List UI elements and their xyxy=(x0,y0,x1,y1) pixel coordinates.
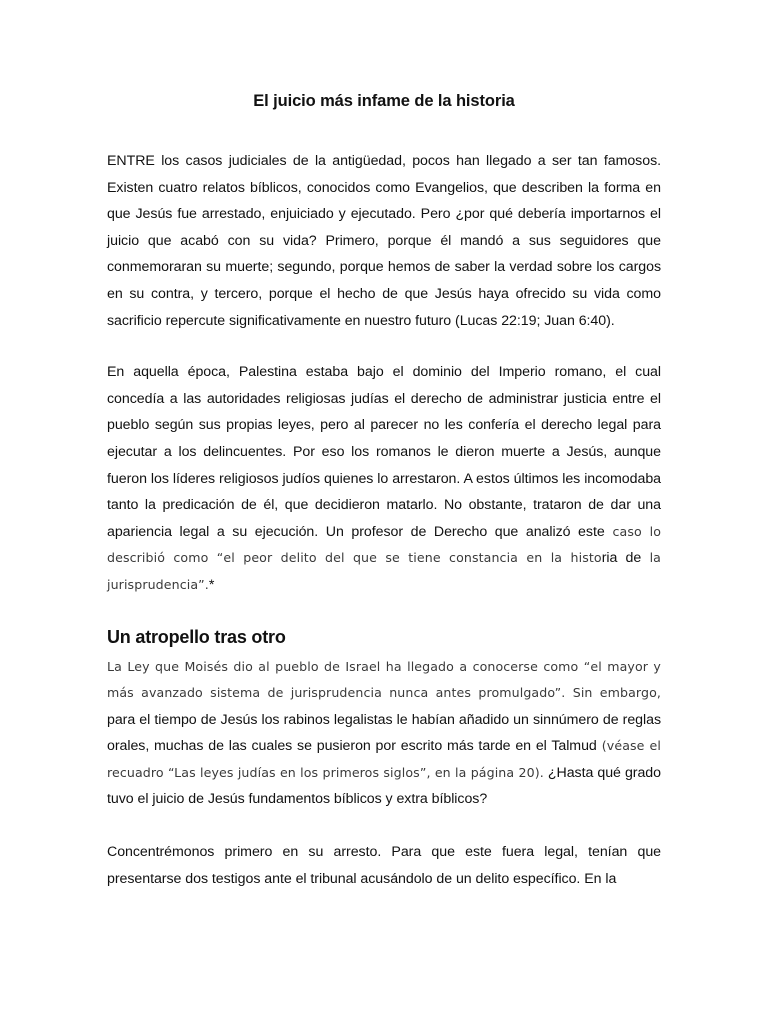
paragraph-context xyxy=(107,359,661,598)
paragraph-context-quote: caso lo describió como “el peor delito del que se tiene constancia en la histo xyxy=(107,523,662,566)
footnote-marker: * xyxy=(208,576,215,593)
paragraph-law xyxy=(107,654,661,814)
paragraph-law-reference: (véase el recuadro “Las leyes judías en los primeros siglos”, en la página 20). xyxy=(107,738,661,780)
document-title: El juicio más infame de la historia xyxy=(253,92,515,110)
paragraph-context-quote-tail: la jurisprudencia”. xyxy=(107,550,661,592)
paragraph-law-quote: La Ley que Moisés dio al pueblo de Israel ha llegado a conocerse como “el mayor y más avanzado sistema de jurisprudencia nunca antes promulgado”. Sin embargo, xyxy=(107,658,661,701)
paragraph-arrest: Concentrémonos primero en su arresto. Para que este fuera legal, tenían que presentarse dos testigos ante el tribunal acusándolo de un delito específico. En la xyxy=(107,844,661,887)
paragraph-context-text: En aquella época, Palestina estaba bajo el dominio del Imperio romano, el cual concedía a las autoridades religiosas judías el derecho de administrar justicia entre el pueblo según sus propias leyes, pero al parecer no les confería el derecho legal para ejecutar a los delincuentes. Por eso los romanos le dieron muerte a Jesús, aunque fueron los líderes religiosos judíos quienes lo arrestaron. A estos últimos les incomodaba tanto la predicación de él, que decidieron matarlo. No obstante, trataron de dar una apariencia legal a su ejecución. Un profesor de Derecho que analizó este xyxy=(107,364,661,540)
section-heading: Un atropello tras otro xyxy=(107,626,286,647)
paragraph-law-text: para el tiempo de Jesús los rabinos legalistas le habían añadido un sinnúmero de reglas orales, muchas de las cuales se pusieron por escrito más tarde en el Talmud xyxy=(107,711,661,755)
document-page xyxy=(107,88,661,917)
paragraph-intro: ENTRE los casos judiciales de la antigüedad, pocos han llegado a ser tan famosos. Existen cuatro relatos bíblicos, conocidos como Evangelios, que describen la forma en que Jesús fue arrestado, enjuiciado y ejecutado. Pero ¿por qué debería importarnos el juicio que acabó con su vida? Primero, porque él mandó a sus seguidores que conmemoraran su muerte; segundo, porque hemos de saber la verdad sobre los cargos en su contra, y tercero, porque el hecho de que Jesús haya ofrecido su vida como sacrificio repercute significativamente en nuestro futuro (Lucas 22:19; Juan 6:40). xyxy=(107,153,661,329)
paragraph-context-quote-end: ria de xyxy=(601,550,642,567)
paragraph-law-question: ¿Hasta qué grado tuvo el juicio de Jesús fundamentos bíblicos y extra bíblicos? xyxy=(107,764,661,808)
